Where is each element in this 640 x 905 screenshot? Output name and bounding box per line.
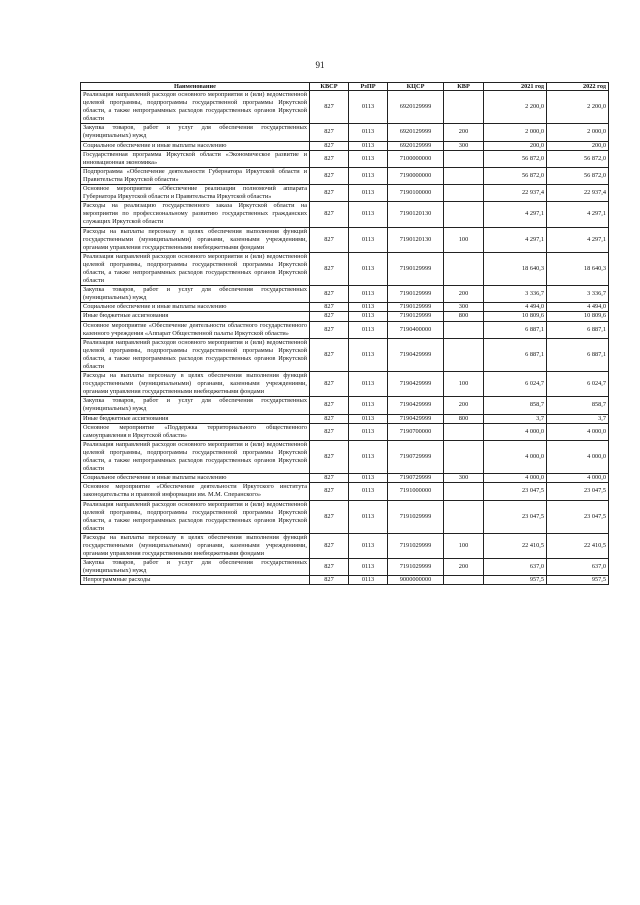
cell-y2021: 4 494,0 (484, 303, 547, 312)
cell-name: Государственная программа Иркутской области «Экономическое развитие и инновационная экономика» (81, 150, 310, 167)
cell-kvr: 300 (444, 474, 484, 483)
cell-ksvr: 827 (310, 202, 349, 227)
cell-rzpr: 0113 (349, 286, 388, 303)
cell-kvr: 200 (444, 559, 484, 576)
cell-kcsr: 7190120130 (388, 227, 444, 252)
cell-kvr: 200 (444, 286, 484, 303)
cell-y2021: 23 047,5 (484, 483, 547, 500)
cell-kcsr: 7190129999 (388, 252, 444, 285)
cell-y2021: 6 887,1 (484, 338, 547, 371)
cell-rzpr: 0113 (349, 372, 388, 397)
cell-kcsr: 7191029999 (388, 559, 444, 576)
cell-y2022: 6 887,1 (547, 321, 609, 338)
cell-rzpr: 0113 (349, 397, 388, 414)
cell-kcsr: 7190129999 (388, 286, 444, 303)
cell-y2022: 2 000,0 (547, 124, 609, 141)
table-row (81, 124, 609, 141)
page-number: 91 (315, 60, 325, 70)
cell-ksvr: 827 (310, 397, 349, 414)
table-row (81, 167, 609, 184)
cell-kcsr: 7190700000 (388, 423, 444, 440)
cell-ksvr: 827 (310, 185, 349, 202)
cell-ksvr: 827 (310, 150, 349, 167)
cell-name: Иные бюджетные ассигнования (81, 414, 310, 423)
cell-name: Закупка товаров, работ и услуг для обеспечения государственных (муниципальных) нужд (81, 124, 310, 141)
cell-name: Подпрограмма «Обеспечение деятельности Губернатора Иркутской области и Правительства Иркутской области» (81, 167, 310, 184)
cell-ksvr: 827 (310, 252, 349, 285)
table-body (81, 91, 609, 585)
table-row (81, 372, 609, 397)
cell-rzpr: 0113 (349, 312, 388, 321)
cell-y2022: 4 494,0 (547, 303, 609, 312)
table-row (81, 303, 609, 312)
table-row (81, 321, 609, 338)
cell-y2021: 10 809,6 (484, 312, 547, 321)
cell-ksvr: 827 (310, 141, 349, 150)
cell-name: Реализация направлений расходов основного мероприятия и (или) ведомственной целевой программы, подпрограммы государственной программы Иркутской области, а также непрограммных расходов государственных органов Иркутской области (81, 500, 310, 533)
cell-rzpr: 0113 (349, 483, 388, 500)
header-2021: 2021 год (484, 83, 547, 91)
cell-rzpr: 0113 (349, 533, 388, 558)
cell-y2022: 3,7 (547, 414, 609, 423)
cell-kvr (444, 423, 484, 440)
table-row (81, 533, 609, 558)
cell-kcsr: 7191029999 (388, 533, 444, 558)
cell-kcsr: 7191029999 (388, 500, 444, 533)
cell-kvr: 200 (444, 397, 484, 414)
cell-ksvr: 827 (310, 372, 349, 397)
header-rzpr: РзПР (349, 83, 388, 91)
cell-ksvr: 827 (310, 423, 349, 440)
cell-y2022: 2 200,0 (547, 91, 609, 124)
cell-y2022: 56 872,0 (547, 150, 609, 167)
cell-rzpr: 0113 (349, 440, 388, 473)
cell-ksvr: 827 (310, 576, 349, 585)
cell-name: Реализация направлений расходов основного мероприятия и (или) ведомственной целевой программы, подпрограммы государственной программы Иркутской области, а также непрограммных расходов государственных органов Иркутской области (81, 252, 310, 285)
cell-name: Иные бюджетные ассигнования (81, 312, 310, 321)
cell-name: Закупка товаров, работ и услуг для обеспечения государственных (муниципальных) нужд (81, 286, 310, 303)
table-row (81, 500, 609, 533)
cell-rzpr: 0113 (349, 252, 388, 285)
cell-rzpr: 0113 (349, 202, 388, 227)
cell-y2021: 6 887,1 (484, 321, 547, 338)
cell-kcsr: 9000000000 (388, 576, 444, 585)
cell-kcsr: 7190100000 (388, 185, 444, 202)
cell-rzpr: 0113 (349, 559, 388, 576)
cell-y2022: 6 024,7 (547, 372, 609, 397)
cell-name: Реализация направлений расходов основного мероприятия и (или) ведомственной целевой программы, подпрограммы государственной программы Иркутской области, а также непрограммных расходов государственных органов Иркутской области (81, 440, 310, 473)
cell-name: Непрограммные расходы (81, 576, 310, 585)
cell-kcsr: 7191000000 (388, 483, 444, 500)
cell-kcsr: 6920129999 (388, 124, 444, 141)
cell-ksvr: 827 (310, 321, 349, 338)
cell-name: Реализация направлений расходов основного мероприятия и (или) ведомственной целевой программы, подпрограммы государственной программы Иркутской области, а также непрограммных расходов государственных органов Иркутской области (81, 91, 310, 124)
cell-y2021: 22 937,4 (484, 185, 547, 202)
cell-ksvr: 827 (310, 500, 349, 533)
cell-rzpr: 0113 (349, 423, 388, 440)
cell-rzpr: 0113 (349, 500, 388, 533)
cell-y2022: 22 410,5 (547, 533, 609, 558)
cell-kcsr: 7190129999 (388, 303, 444, 312)
cell-rzpr: 0113 (349, 576, 388, 585)
table-row (81, 202, 609, 227)
table-row (81, 312, 609, 321)
cell-name: Закупка товаров, работ и услуг для обеспечения государственных (муниципальных) нужд (81, 397, 310, 414)
cell-rzpr: 0113 (349, 338, 388, 371)
cell-y2022: 4 000,0 (547, 440, 609, 473)
cell-y2022: 637,0 (547, 559, 609, 576)
table-row (81, 286, 609, 303)
cell-name: Основное мероприятие «Обеспечение реализации полномочий аппарата Губернатора Иркутской области и Правительства Иркутской области» (81, 185, 310, 202)
cell-kvr (444, 483, 484, 500)
cell-kvr (444, 321, 484, 338)
table-row (81, 483, 609, 500)
cell-y2022: 22 937,4 (547, 185, 609, 202)
cell-ksvr: 827 (310, 559, 349, 576)
cell-name: Расходы на выплаты персоналу в целях обеспечения выполнения функций государственными (муниципальными) органами, казенными учреждениями, органами управления государственными внебюджетными фондами (81, 227, 310, 252)
cell-kvr (444, 167, 484, 184)
cell-y2022: 4 000,0 (547, 423, 609, 440)
cell-y2022: 4 000,0 (547, 474, 609, 483)
cell-kcsr: 7190429999 (388, 372, 444, 397)
cell-y2021: 22 410,5 (484, 533, 547, 558)
cell-ksvr: 827 (310, 227, 349, 252)
cell-rzpr: 0113 (349, 321, 388, 338)
cell-ksvr: 827 (310, 167, 349, 184)
cell-y2022: 6 887,1 (547, 338, 609, 371)
cell-kvr: 100 (444, 227, 484, 252)
table-row (81, 559, 609, 576)
table-row (81, 91, 609, 124)
cell-ksvr: 827 (310, 533, 349, 558)
cell-y2021: 4 297,1 (484, 202, 547, 227)
cell-kcsr: 7190429999 (388, 414, 444, 423)
table-row (81, 576, 609, 585)
cell-name: Социальное обеспечение и иные выплаты населению (81, 474, 310, 483)
cell-rzpr: 0113 (349, 414, 388, 423)
cell-name: Основное мероприятие «Обеспечение деятельности областного государственного казенного учреждения «Аппарат Общественной палаты Иркутской области» (81, 321, 310, 338)
header-name: Наименование (81, 83, 310, 91)
cell-kvr (444, 500, 484, 533)
cell-kvr: 300 (444, 141, 484, 150)
cell-y2022: 56 872,0 (547, 167, 609, 184)
table-row (81, 440, 609, 473)
cell-name: Основное мероприятие «Обеспечение деятельности Иркутского института законодательства и правовой информации им. М.М. Сперанского» (81, 483, 310, 500)
cell-y2022: 18 640,3 (547, 252, 609, 285)
cell-kvr: 300 (444, 303, 484, 312)
cell-kcsr: 7190000000 (388, 167, 444, 184)
cell-kcsr: 7100000000 (388, 150, 444, 167)
table-row (81, 252, 609, 285)
cell-kvr (444, 576, 484, 585)
cell-kvr: 200 (444, 124, 484, 141)
table-row (81, 141, 609, 150)
cell-rzpr: 0113 (349, 91, 388, 124)
cell-kcsr: 7190729999 (388, 440, 444, 473)
cell-kvr (444, 440, 484, 473)
cell-kvr: 800 (444, 312, 484, 321)
cell-y2021: 4 297,1 (484, 227, 547, 252)
cell-kcsr: 7190129999 (388, 312, 444, 321)
table-row (81, 185, 609, 202)
cell-y2021: 3 336,7 (484, 286, 547, 303)
cell-y2022: 23 047,5 (547, 483, 609, 500)
table-header-row (81, 83, 609, 91)
table-row (81, 150, 609, 167)
cell-kcsr: 7190729999 (388, 474, 444, 483)
cell-ksvr: 827 (310, 440, 349, 473)
cell-name: Закупка товаров, работ и услуг для обеспечения государственных (муниципальных) нужд (81, 559, 310, 576)
cell-y2022: 4 297,1 (547, 202, 609, 227)
cell-y2021: 56 872,0 (484, 167, 547, 184)
cell-rzpr: 0113 (349, 474, 388, 483)
budget-table (80, 82, 609, 585)
cell-kcsr: 6920129999 (388, 141, 444, 150)
cell-name: Расходы на выплаты персоналу в целях обеспечения выполнения функций государственными (муниципальными) органами, казенными учреждениями, органами управления государственными внебюджетными фондами (81, 533, 310, 558)
cell-y2022: 957,5 (547, 576, 609, 585)
cell-rzpr: 0113 (349, 141, 388, 150)
cell-name: Социальное обеспечение и иные выплаты населению (81, 303, 310, 312)
cell-name: Расходы на выплаты персоналу в целях обеспечения выполнения функций государственными (муниципальными) органами, казенными учреждениями, органами управления государственными внебюджетными фондами (81, 372, 310, 397)
cell-y2021: 858,7 (484, 397, 547, 414)
cell-kvr: 100 (444, 372, 484, 397)
cell-kcsr: 7190429999 (388, 397, 444, 414)
header-kvr: КВР (444, 83, 484, 91)
cell-name: Реализация направлений расходов основного мероприятия и (или) ведомственной целевой программы, подпрограммы государственной программы Иркутской области, а также непрограммных расходов государственных органов Иркутской области (81, 338, 310, 371)
table-row (81, 338, 609, 371)
cell-y2021: 23 047,5 (484, 500, 547, 533)
cell-name: Социальное обеспечение и иные выплаты населению (81, 141, 310, 150)
cell-ksvr: 827 (310, 303, 349, 312)
cell-y2021: 2 200,0 (484, 91, 547, 124)
header-ksvr: КВСР (310, 83, 349, 91)
cell-kcsr: 7190400000 (388, 321, 444, 338)
cell-y2021: 4 000,0 (484, 474, 547, 483)
cell-y2022: 23 047,5 (547, 500, 609, 533)
cell-y2021: 3,7 (484, 414, 547, 423)
cell-y2022: 10 809,6 (547, 312, 609, 321)
cell-kvr (444, 150, 484, 167)
cell-ksvr: 827 (310, 338, 349, 371)
cell-rzpr: 0113 (349, 227, 388, 252)
cell-y2022: 4 297,1 (547, 227, 609, 252)
cell-kcsr: 7190429999 (388, 338, 444, 371)
cell-kvr: 800 (444, 414, 484, 423)
table-row (81, 423, 609, 440)
cell-y2021: 4 000,0 (484, 440, 547, 473)
header-2022: 2022 год (547, 83, 609, 91)
cell-ksvr: 827 (310, 286, 349, 303)
table-row (81, 397, 609, 414)
cell-kcsr: 6920129999 (388, 91, 444, 124)
cell-y2021: 200,0 (484, 141, 547, 150)
cell-name: Расходы на реализацию государственного заказа Иркутской области на мероприятия по профессиональному развитию государственных гражданских служащих Иркутской области (81, 202, 310, 227)
cell-y2021: 957,5 (484, 576, 547, 585)
cell-y2022: 858,7 (547, 397, 609, 414)
cell-ksvr: 827 (310, 414, 349, 423)
cell-name: Основное мероприятие «Поддержка территориального общественного самоуправления в Иркутской области» (81, 423, 310, 440)
cell-y2022: 200,0 (547, 141, 609, 150)
cell-kvr (444, 185, 484, 202)
cell-rzpr: 0113 (349, 124, 388, 141)
cell-ksvr: 827 (310, 483, 349, 500)
cell-ksvr: 827 (310, 91, 349, 124)
cell-rzpr: 0113 (349, 185, 388, 202)
cell-rzpr: 0113 (349, 303, 388, 312)
cell-y2021: 2 000,0 (484, 124, 547, 141)
table-row (81, 227, 609, 252)
cell-kvr (444, 252, 484, 285)
cell-rzpr: 0113 (349, 150, 388, 167)
cell-y2021: 56 872,0 (484, 150, 547, 167)
cell-y2022: 3 336,7 (547, 286, 609, 303)
cell-y2021: 6 024,7 (484, 372, 547, 397)
cell-ksvr: 827 (310, 124, 349, 141)
cell-y2021: 18 640,3 (484, 252, 547, 285)
table-row (81, 414, 609, 423)
cell-kvr (444, 202, 484, 227)
cell-ksvr: 827 (310, 312, 349, 321)
cell-y2021: 4 000,0 (484, 423, 547, 440)
cell-rzpr: 0113 (349, 167, 388, 184)
cell-kcsr: 7190120130 (388, 202, 444, 227)
table-row (81, 474, 609, 483)
cell-y2021: 637,0 (484, 559, 547, 576)
cell-kvr (444, 338, 484, 371)
cell-kvr: 100 (444, 533, 484, 558)
cell-kvr (444, 91, 484, 124)
header-kcsr: КЦСР (388, 83, 444, 91)
cell-ksvr: 827 (310, 474, 349, 483)
